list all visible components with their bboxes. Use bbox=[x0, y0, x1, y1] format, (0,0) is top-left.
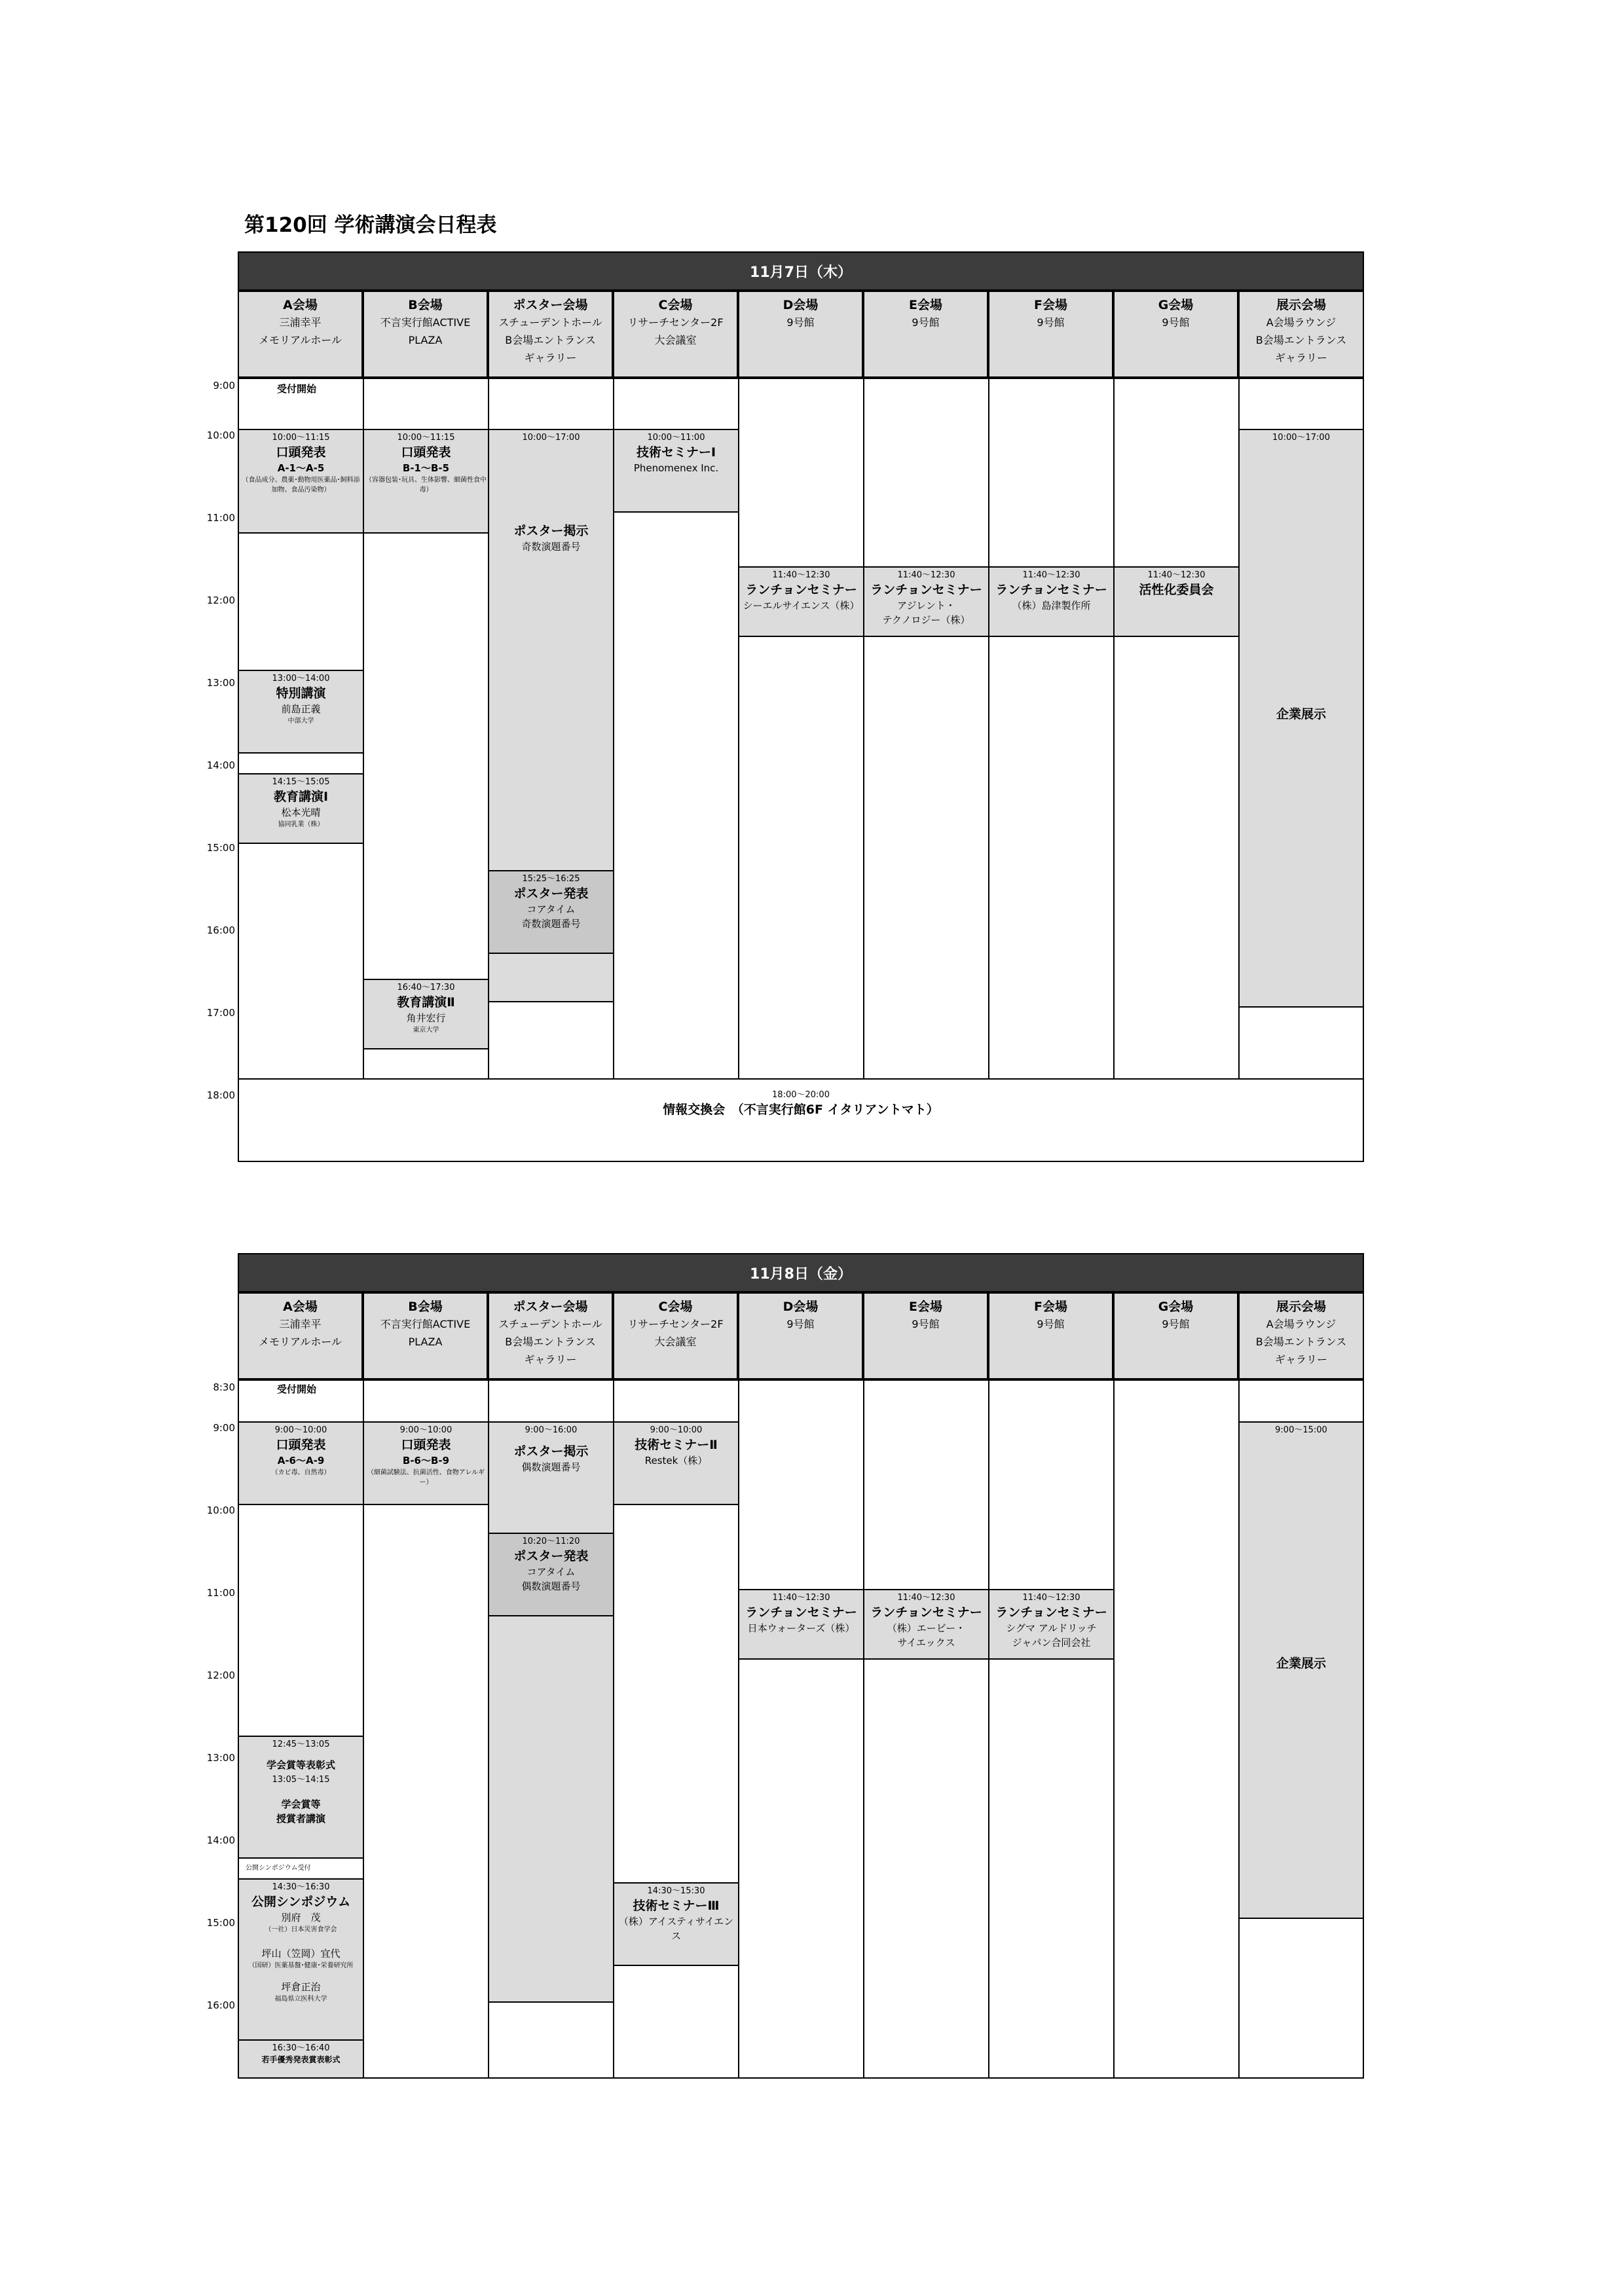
day1-a-reception: 受付開始 bbox=[238, 378, 364, 430]
day1-d-blank1 bbox=[738, 636, 864, 1080]
day2-g-blank bbox=[1113, 1379, 1240, 2079]
day1-venue-b: B会場 不言実行館ACTIVE PLAZA bbox=[363, 291, 488, 378]
day1-c-blank1 bbox=[613, 511, 739, 1080]
day2-venue-d: D会場 9号館 bbox=[738, 1292, 863, 1379]
day2-poster-display: 9:00～16:00 ポスター掲示 偶数演題番号 bbox=[488, 1421, 614, 1534]
day1-a-blank2 bbox=[238, 752, 364, 774]
day2-time-9: 9:00 bbox=[213, 1422, 235, 1434]
day1-time-10: 10:00 bbox=[206, 429, 235, 441]
day1-venue-a: A会場 三浦幸平 メモリアルホール bbox=[238, 291, 363, 378]
day1-c-blank0 bbox=[613, 378, 739, 430]
day2-a-symp-reg: 公開シンポジウム受付 bbox=[238, 1857, 364, 1880]
day1-c-tech1: 10:00～11:00 技術セミナーⅠ Phenomenex Inc. bbox=[613, 429, 739, 513]
day2-e-blank0 bbox=[863, 1379, 989, 1590]
day2-time-830: 8:30 bbox=[213, 1381, 235, 1393]
day1-venue-poster: ポスター会場 スチューデントホール B会場エントランス ギャラリー bbox=[488, 291, 613, 378]
day1-a-blank3 bbox=[238, 843, 364, 1080]
day2-time-15: 15:00 bbox=[206, 1917, 235, 1929]
day2-venue-b: B会場 不言実行館ACTIVE PLAZA bbox=[363, 1292, 488, 1379]
day2-venue-a: A会場 三浦幸平 メモリアルホール bbox=[238, 1292, 363, 1379]
day2-time-16: 16:00 bbox=[206, 1999, 235, 2011]
day1-d-blank0 bbox=[738, 378, 864, 568]
day1-b-blank1 bbox=[363, 532, 489, 980]
day2-time-11: 11:00 bbox=[206, 1587, 235, 1599]
day1-exhibit-blank1 bbox=[1238, 1006, 1364, 1080]
day2-a-award: 12:45～13:05 学会賞等表彰式 13:05～14:15 学会賞等 授賞者講演 bbox=[238, 1736, 364, 1859]
day1-venue-exhibit: 展示会場 A会場ラウンジ B会場エントランス ギャラリー bbox=[1238, 291, 1364, 378]
day2-b-blank1 bbox=[363, 1504, 489, 2079]
day2-f-blank1 bbox=[988, 1658, 1115, 2079]
day1-f-lunch: 11:40～12:30 ランチョンセミナー （株）島津製作所 bbox=[988, 566, 1115, 637]
day1-time-16: 16:00 bbox=[206, 924, 235, 936]
day1-g-committee: 11:40～12:30 活性化委員会 bbox=[1113, 566, 1240, 637]
day2-e-lunch: 11:40～12:30 ランチョンセミナー （株）エービー・ サイエックス bbox=[863, 1589, 989, 1660]
day2-poster-blank0 bbox=[488, 1379, 614, 1423]
day2-venue-g: G会場 9号館 bbox=[1113, 1292, 1238, 1379]
day2-exhibit-blank1 bbox=[1238, 1918, 1364, 2079]
day2-poster-blank1 bbox=[488, 2001, 614, 2079]
day2-d-blank1 bbox=[738, 1658, 864, 2079]
day2-d-blank0 bbox=[738, 1379, 864, 1590]
day1-b-edu: 16:40～17:30 教育講演Ⅱ 角井宏行 東京大学 bbox=[363, 979, 489, 1049]
day1-e-blank1 bbox=[863, 636, 989, 1080]
day1-poster-pres: 15:25～16:25 ポスター発表 コアタイム 奇数演題番号 bbox=[488, 870, 614, 954]
day1-a-blank1 bbox=[238, 532, 364, 671]
day1-time-14: 14:00 bbox=[206, 759, 235, 771]
day1-poster-after bbox=[488, 953, 614, 1002]
day2-b-blank0 bbox=[363, 1379, 489, 1423]
day1-f-blank1 bbox=[988, 636, 1115, 1080]
day1-header: 11月7日（木） bbox=[238, 251, 1364, 291]
day2-a-blank1 bbox=[238, 1504, 364, 1737]
day2-c-blank1 bbox=[613, 1504, 739, 1884]
day1-exhibit: 10:00～17:00 企業展示 bbox=[1238, 429, 1364, 1008]
day2-venue-f: F会場 9号館 bbox=[988, 1292, 1113, 1379]
day2-a-oral: 9:00～10:00 口頭発表 A-6～A-9 （カビ毒、自然毒） bbox=[238, 1421, 364, 1505]
day1-time-15: 15:00 bbox=[206, 842, 235, 854]
day1-time-12: 12:00 bbox=[206, 594, 235, 606]
day1-g-blank0 bbox=[1113, 378, 1240, 568]
day1-poster-blank0 bbox=[488, 378, 614, 430]
day1-d-lunch: 11:40～12:30 ランチョンセミナー シーエルサイエンス（株） bbox=[738, 566, 864, 637]
day2-c-blank0 bbox=[613, 1379, 739, 1423]
day1-venue-g: G会場 9号館 bbox=[1113, 291, 1238, 378]
day2-exhibit-blank0 bbox=[1238, 1379, 1364, 1423]
day1-b-oral: 10:00～11:15 口頭発表 B-1～B-5 （容器包装･玩具、生体影響、細菌性食中毒） bbox=[363, 429, 489, 534]
day2-time-13: 13:00 bbox=[206, 1752, 235, 1764]
day2-venue-e: E会場 9号館 bbox=[863, 1292, 988, 1379]
day2-time-12: 12:00 bbox=[206, 1669, 235, 1681]
day2-time-14: 14:00 bbox=[206, 1834, 235, 1846]
day2-poster-pres: 10:20～11:20 ポスター発表 コアタイム 偶数演題番号 bbox=[488, 1533, 614, 1616]
day2-c-blank2 bbox=[613, 1965, 739, 2079]
day1-a-special: 13:00～14:00 特別講演 前島正義 中部大学 bbox=[238, 670, 364, 754]
schedule-day1 bbox=[206, 251, 1364, 1168]
day2-c-tech3: 14:30～15:30 技術セミナーⅢ （株）アイスティサイエンス bbox=[613, 1882, 739, 1966]
day2-venue-exhibit: 展示会場 A会場ラウンジ B会場エントランス ギャラリー bbox=[1238, 1292, 1364, 1379]
day2-f-lunch: 11:40～12:30 ランチョンセミナー シグマ アルドリッチ ジャパン合同会社 bbox=[988, 1589, 1115, 1660]
day1-g-blank1 bbox=[1113, 636, 1240, 1080]
day1-exhibit-blank0 bbox=[1238, 378, 1364, 430]
schedule-day2 bbox=[206, 1253, 1364, 2091]
day1-poster-blank1 bbox=[488, 1001, 614, 1080]
day1-venue-c: C会場 リサーチセンター2F 大会議室 bbox=[613, 291, 738, 378]
day1-a-edu: 14:15～15:05 教育講演Ⅰ 松本光晴 協同乳業（株） bbox=[238, 773, 364, 844]
day2-c-tech2: 9:00～10:00 技術セミナーⅡ Restek（株） bbox=[613, 1421, 739, 1505]
day1-venue-f: F会場 9号館 bbox=[988, 291, 1113, 378]
day2-a-reception: 受付開始 bbox=[238, 1379, 364, 1423]
day2-header: 11月8日（金） bbox=[238, 1253, 1364, 1292]
day2-b-oral: 9:00～10:00 口頭発表 B-6～B-9 （細菌試験法、抗菌活性、食物アレルギー） bbox=[363, 1421, 489, 1505]
day1-e-lunch: 11:40～12:30 ランチョンセミナー アジレント・ テクノロジー（株） bbox=[863, 566, 989, 637]
day1-time-11: 11:00 bbox=[206, 512, 235, 524]
day2-f-blank0 bbox=[988, 1379, 1115, 1590]
day1-f-blank0 bbox=[988, 378, 1115, 568]
day2-venue-poster: ポスター会場 スチューデントホール B会場エントランス ギャラリー bbox=[488, 1292, 613, 1379]
day1-time-9: 9:00 bbox=[213, 380, 235, 392]
day1-reception-party: 18:00～20:00 情報交換会 （不言実行館6F イタリアントマト） bbox=[238, 1078, 1364, 1162]
day2-time-10: 10:00 bbox=[206, 1504, 235, 1516]
day2-a-symp: 14:30～16:30 公開シンポジウム 別府 茂 （一社）日本災害食学会 坪山（笠岡）宜代 （国研）医薬基盤･健康･栄養研究所 坪倉正治 福島県立医科大学 bbox=[238, 1878, 364, 2041]
day2-exhibit: 9:00～15:00 企業展示 bbox=[1238, 1421, 1364, 1919]
day2-venue-c: C会場 リサーチセンター2F 大会議室 bbox=[613, 1292, 738, 1379]
day1-poster-display: 10:00～17:00 ポスター掲示 奇数演題番号 bbox=[488, 429, 614, 871]
day2-a-young: 16:30～16:40 若手優秀発表賞表彰式 bbox=[238, 2039, 364, 2079]
day1-venue-e: E会場 9号館 bbox=[863, 291, 988, 378]
day2-d-lunch: 11:40～12:30 ランチョンセミナー 日本ウォーターズ（株） bbox=[738, 1589, 864, 1660]
day1-time-17: 17:00 bbox=[206, 1007, 235, 1019]
day1-time-18: 18:00 bbox=[206, 1089, 235, 1101]
day1-e-blank0 bbox=[863, 378, 989, 568]
day1-b-blank0 bbox=[363, 378, 489, 430]
day2-poster-after bbox=[488, 1615, 614, 2003]
day1-b-blank2 bbox=[363, 1048, 489, 1080]
day1-a-oral: 10:00～11:15 口頭発表 A-1～A-5 （食品成分、農薬･動物用医薬品･飼料添加物、食品汚染物） bbox=[238, 429, 364, 534]
day1-time-13: 13:00 bbox=[206, 677, 235, 689]
day2-e-blank1 bbox=[863, 1658, 989, 2079]
day1-venue-d: D会場 9号館 bbox=[738, 291, 863, 378]
page-title: 第120回 学術講演会日程表 bbox=[244, 213, 497, 237]
